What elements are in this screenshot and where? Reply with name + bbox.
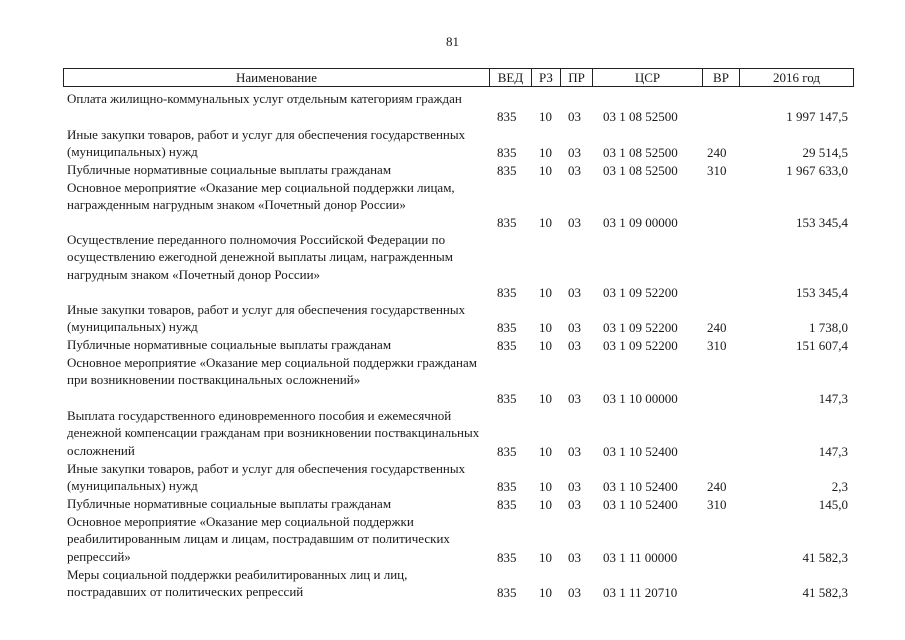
row-amount: 153 345,4 — [796, 214, 848, 230]
table-row — [0, 179, 905, 231]
header-pr: ПР — [561, 69, 593, 86]
row-name: Публичные нормативные социальные выплаты гражданам — [67, 337, 392, 352]
row-ved: 835 — [497, 284, 517, 300]
row-amount: 147,3 — [818, 390, 848, 406]
row-vr: 310 — [707, 496, 727, 512]
table-row — [0, 90, 905, 125]
row-csr: 03 1 10 52400 — [603, 496, 678, 512]
row-rz: 10 — [539, 162, 552, 178]
row-ved: 835 — [497, 443, 517, 459]
row-name: Публичные нормативные социальные выплаты гражданам — [67, 162, 392, 177]
row-ved: 835 — [497, 162, 517, 178]
row-amount: 29 514,5 — [802, 144, 848, 160]
row-name: Меры социальной поддержки реабилитированных лиц и лиц, пострадавших от политических репрессий — [67, 567, 408, 600]
row-name: Публичные нормативные социальные выплаты гражданам — [67, 496, 392, 511]
row-csr: 03 1 09 52200 — [603, 284, 678, 300]
row-ved: 835 — [497, 584, 517, 600]
row-amount: 151 607,4 — [796, 337, 848, 353]
row-pr: 03 — [568, 478, 581, 494]
row-rz: 10 — [539, 549, 552, 565]
row-pr: 03 — [568, 214, 581, 230]
row-name: Осуществление переданного полномочия Российской Федерации по осуществлению ежегодной денежной выплаты лицам, награжденным нагрудным знаком «Почетный донор России» — [67, 232, 453, 282]
row-amount: 1 997 147,5 — [786, 108, 848, 124]
row-ved: 835 — [497, 108, 517, 124]
row-name: Иные закупки товаров, работ и услуг для обеспечения государственных (муниципальных) нужд — [67, 127, 466, 160]
table-row — [0, 126, 905, 161]
row-name: Выплата государственного единовременного пособия и ежемесячной денежной компенсации гражданам при возникновении поствакцинальных осложнений — [67, 408, 480, 458]
table-row — [0, 301, 905, 336]
row-ved: 835 — [497, 337, 517, 353]
row-rz: 10 — [539, 337, 552, 353]
row-amount: 147,3 — [818, 443, 848, 459]
row-rz: 10 — [539, 284, 552, 300]
row-ved: 835 — [497, 496, 517, 512]
row-ved: 835 — [497, 214, 517, 230]
row-name: Оплата жилищно-коммунальных услуг отдельным категориям граждан — [67, 91, 462, 106]
row-csr: 03 1 10 52400 — [603, 478, 678, 494]
row-pr: 03 — [568, 284, 581, 300]
header-vr: ВР — [703, 69, 740, 86]
row-pr: 03 — [568, 162, 581, 178]
row-name: Иные закупки товаров, работ и услуг для обеспечения государственных (муниципальных) нужд — [67, 461, 466, 494]
row-pr: 03 — [568, 144, 581, 160]
row-rz: 10 — [539, 108, 552, 124]
table-row — [0, 495, 905, 513]
row-vr: 240 — [707, 478, 727, 494]
table-row — [0, 566, 905, 601]
table-header — [63, 68, 854, 87]
row-pr: 03 — [568, 337, 581, 353]
header-year: 2016 год — [773, 70, 820, 85]
row-amount: 41 582,3 — [802, 584, 848, 600]
row-amount: 41 582,3 — [802, 549, 848, 565]
row-vr: 240 — [707, 144, 727, 160]
table-row — [0, 407, 905, 460]
row-pr: 03 — [568, 108, 581, 124]
row-name: Основное мероприятие «Оказание мер социальной поддержки реабилитированным лицам и лицам, пострадавшим от политических репрессий» — [67, 514, 450, 564]
row-rz: 10 — [539, 584, 552, 600]
row-amount: 1 967 633,0 — [786, 162, 848, 178]
row-vr: 240 — [707, 319, 727, 335]
row-csr: 03 1 09 52200 — [603, 319, 678, 335]
row-amount: 153 345,4 — [796, 284, 848, 300]
row-rz: 10 — [539, 144, 552, 160]
row-rz: 10 — [539, 390, 552, 406]
row-csr: 03 1 10 52400 — [603, 443, 678, 459]
row-pr: 03 — [568, 496, 581, 512]
row-vr: 310 — [707, 162, 727, 178]
row-name: Основное мероприятие «Оказание мер социальной поддержки гражданам при возникновении поствакцинальных осложнений» — [67, 355, 477, 388]
row-vr: 310 — [707, 337, 727, 353]
row-rz: 10 — [539, 478, 552, 494]
table-row — [0, 161, 905, 179]
row-csr: 03 1 09 00000 — [603, 214, 678, 230]
row-csr: 03 1 08 52500 — [603, 108, 678, 124]
row-pr: 03 — [568, 549, 581, 565]
row-rz: 10 — [539, 214, 552, 230]
header-ved: ВЕД — [490, 69, 532, 86]
row-csr: 03 1 09 52200 — [603, 337, 678, 353]
row-rz: 10 — [539, 443, 552, 459]
row-ved: 835 — [497, 319, 517, 335]
row-pr: 03 — [568, 390, 581, 406]
row-ved: 835 — [497, 478, 517, 494]
row-ved: 835 — [497, 390, 517, 406]
table-row — [0, 513, 905, 566]
table-row — [0, 336, 905, 354]
table-row — [0, 231, 905, 301]
row-csr: 03 1 11 20710 — [603, 584, 678, 600]
row-csr: 03 1 11 00000 — [603, 549, 678, 565]
row-amount: 1 738,0 — [809, 319, 848, 335]
row-ved: 835 — [497, 144, 517, 160]
row-amount: 145,0 — [818, 496, 848, 512]
row-csr: 03 1 10 00000 — [603, 390, 678, 406]
row-csr: 03 1 08 52500 — [603, 144, 678, 160]
header-rz: РЗ — [532, 69, 561, 86]
table-row — [0, 460, 905, 495]
header-csr: ЦСР — [593, 69, 703, 86]
row-ved: 835 — [497, 549, 517, 565]
row-rz: 10 — [539, 496, 552, 512]
row-amount: 2,3 — [831, 478, 848, 494]
row-csr: 03 1 08 52500 — [603, 162, 678, 178]
table-row — [0, 354, 905, 407]
row-pr: 03 — [568, 584, 581, 600]
row-pr: 03 — [568, 319, 581, 335]
row-name: Основное мероприятие «Оказание мер социальной поддержки лицам, награжденным нагрудным знаком «Почетный донор России» — [67, 180, 455, 213]
page-number: 81 — [446, 34, 459, 49]
header-name: Наименование — [64, 69, 490, 86]
row-pr: 03 — [568, 443, 581, 459]
row-name: Иные закупки товаров, работ и услуг для обеспечения государственных (муниципальных) нужд — [67, 302, 466, 335]
row-rz: 10 — [539, 319, 552, 335]
